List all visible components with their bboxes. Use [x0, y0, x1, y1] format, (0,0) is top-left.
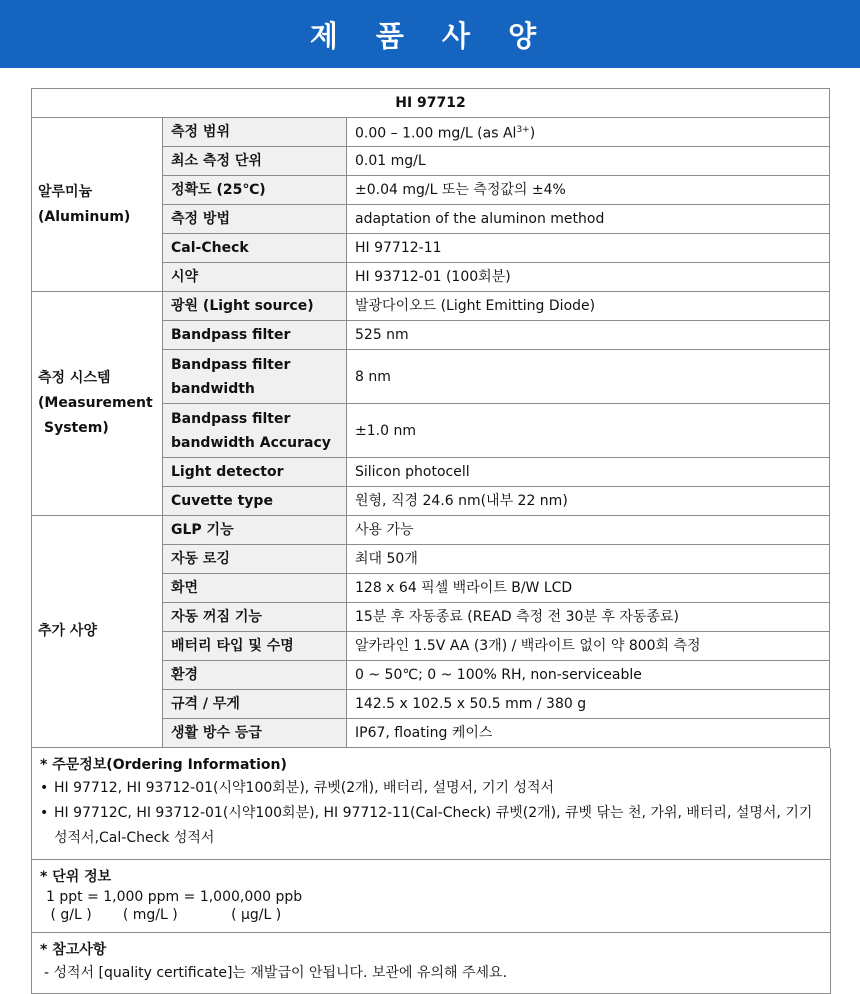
unit-info	[32, 859, 830, 932]
spec-label: 환경	[163, 661, 347, 690]
list-item	[40, 801, 820, 851]
spec-value: 원형, 직경 24.6 nm(내부 22 nm)	[347, 487, 830, 516]
spec-label: 광원 (Light source)	[163, 292, 347, 321]
spec-label: 배터리 타입 및 수명	[163, 632, 347, 661]
spec-value-suffix: )	[529, 125, 536, 142]
spec-label: 자동 꺼짐 기능	[163, 603, 347, 632]
spec-value: 발광다이오드 (Light Emitting Diode)	[347, 292, 830, 321]
spec-label: Light detector	[163, 458, 347, 487]
spec-value: 알카라인 1.5V AA (3개) / 백라이트 없이 약 800회 측정	[347, 632, 830, 661]
banner-title: 제 품 사 양	[309, 18, 551, 53]
category-label-en: (Aluminum)	[38, 208, 131, 225]
spec-value: ±0.04 mg/L 또는 측정값의 ±4%	[347, 176, 830, 205]
spec-label-line2: bandwidth Accuracy	[171, 434, 331, 451]
spec-value: 0.01 mg/L	[347, 147, 830, 176]
spec-value: HI 93712-01 (100회분)	[347, 263, 830, 292]
spec-value: HI 97712-11	[347, 234, 830, 263]
spec-label: Bandpass filter	[163, 321, 347, 350]
spec-value: 15분 후 자동종료 (READ 측정 전 30분 후 자동종료)	[347, 603, 830, 632]
table-row	[32, 516, 830, 545]
ordering-item-text: HI 97712C, HI 93712-01(시약100회분), HI 97712-11(Cal-Check) 큐벳(2개), 큐벳 닦는 천, 가위, 배터리, 설명서, 기기 성적서,Cal-Check 성적서	[54, 805, 813, 846]
spec-label: 생활 방수 등급	[163, 719, 347, 748]
spec-label-line2: bandwidth	[171, 380, 255, 397]
spec-label: Cal-Check	[163, 234, 347, 263]
spec-value: 0 ~ 50℃; 0 ~ 100% RH, non-serviceable	[347, 661, 830, 690]
spec-value: 142.5 x 102.5 x 50.5 mm / 380 g	[347, 690, 830, 719]
spec-label: 화면	[163, 574, 347, 603]
notes-section	[31, 748, 831, 994]
category-measurement-system	[32, 292, 163, 516]
ordering-item-text: HI 97712, HI 93712-01(시약100회분), 큐벳(2개), 배터리, 설명서, 기기 성적서	[54, 780, 555, 796]
ordering-info	[32, 748, 830, 859]
spec-label: 규격 / 무게	[163, 690, 347, 719]
spec-value: Silicon photocell	[347, 458, 830, 487]
spec-label: GLP 기능	[163, 516, 347, 545]
spec-label: 시약	[163, 263, 347, 292]
ordering-heading: * 주문정보(Ordering Information)	[40, 757, 287, 773]
spec-label: 측정 방법	[163, 205, 347, 234]
spec-value: 사용 가능	[347, 516, 830, 545]
model-row	[32, 89, 830, 118]
table-row	[32, 118, 830, 147]
model-title: HI 97712	[32, 89, 830, 118]
table-row	[32, 292, 830, 321]
spec-label: 정확도 (25℃)	[163, 176, 347, 205]
category-label: 알루미늄	[38, 183, 93, 200]
spec-label-line1: Bandpass filter	[171, 410, 291, 427]
spec-value: 8 nm	[347, 350, 830, 404]
category-aluminum	[32, 118, 163, 292]
category-label: 측정 시스템	[38, 370, 111, 386]
page-banner	[0, 0, 860, 68]
category-additional	[32, 516, 163, 748]
units-line-2: ( g/L ) ( mg/L ) ( µg/L )	[46, 907, 282, 923]
category-label: 추가 사양	[38, 623, 97, 639]
category-label-en-2: System)	[44, 420, 109, 436]
spec-value: 128 x 64 픽셀 백라이트 B/W LCD	[347, 574, 830, 603]
spec-label: 측정 범위	[163, 118, 347, 147]
bullet-icon: •	[40, 780, 49, 796]
spec-value: IP67, floating 케이스	[347, 719, 830, 748]
spec-label: Cuvette type	[163, 487, 347, 516]
spec-value-text: 0.00 – 1.00 mg/L (as Al	[355, 125, 517, 142]
spec-label: 최소 측정 단위	[163, 147, 347, 176]
reference-heading: * 참고사항	[40, 942, 107, 958]
reference-info	[32, 932, 830, 993]
spec-table	[31, 88, 830, 748]
category-label-en: (Measurement	[38, 395, 153, 411]
spec-label: 자동 로깅	[163, 545, 347, 574]
spec-value: ±1.0 nm	[347, 404, 830, 458]
units-line-1: 1 ppt = 1,000 ppm = 1,000,000 ppb	[46, 889, 303, 905]
spec-value: 525 nm	[347, 321, 830, 350]
list-item	[40, 776, 820, 801]
spec-label	[163, 350, 347, 404]
spec-value: 최대 50개	[347, 545, 830, 574]
reference-line: - 성적서 [quality certificate]는 재발급이 안됩니다. 보관에 유의해 주세요.	[44, 965, 508, 981]
spec-value	[347, 118, 830, 147]
bullet-icon: •	[40, 805, 49, 821]
units-heading: * 단위 정보	[40, 869, 112, 885]
spec-label-line1: Bandpass filter	[171, 356, 291, 373]
spec-value: adaptation of the aluminon method	[347, 205, 830, 234]
spec-value-superscript: 3+	[516, 125, 530, 136]
spec-sheet	[31, 88, 829, 994]
spec-label	[163, 404, 347, 458]
